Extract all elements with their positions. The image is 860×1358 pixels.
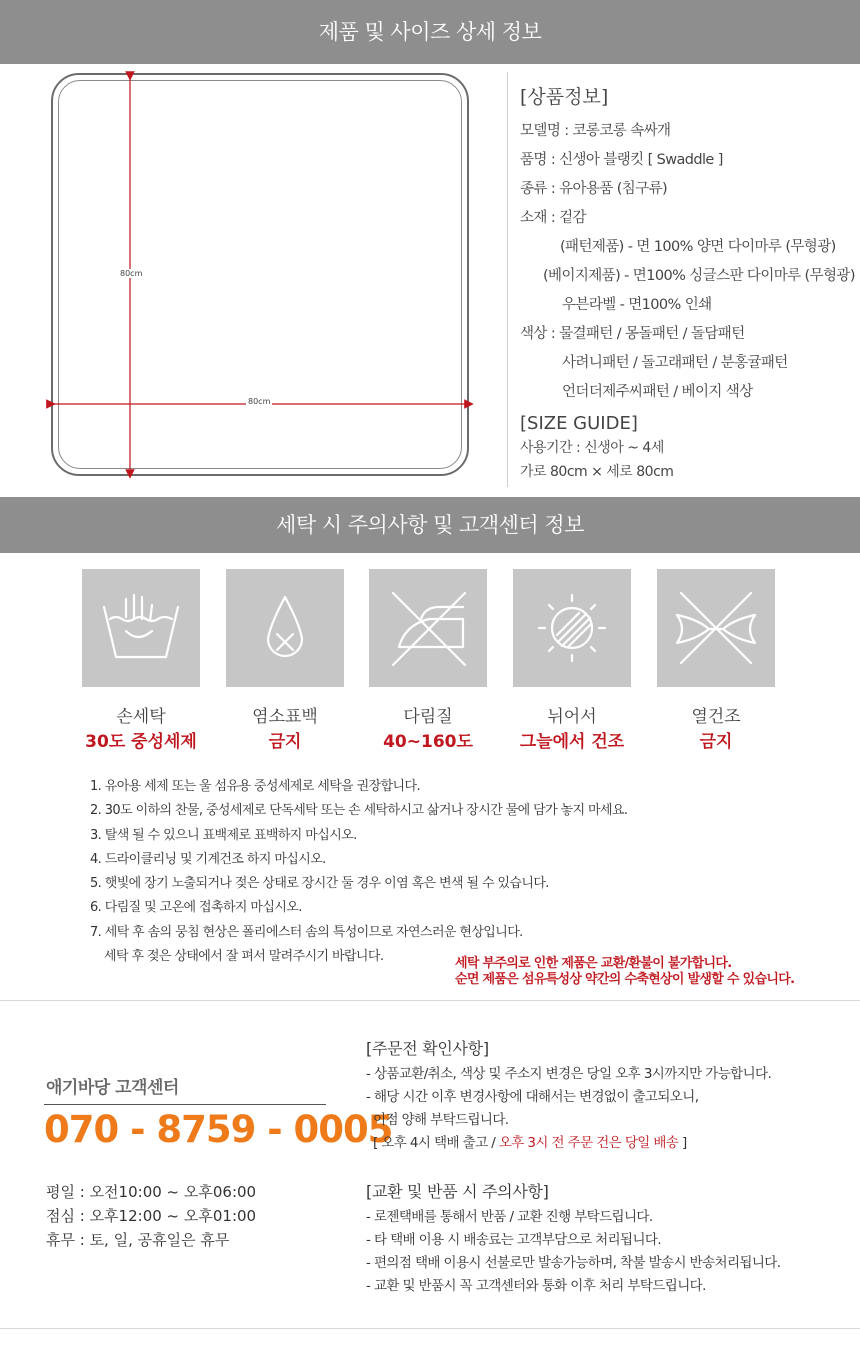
material-pattern: (패턴제품) - 면 100% 양면 다이마루 (무형광) [560,239,836,255]
colors-line-3: 언더더제주씨패턴 / 베이지 색상 [562,384,753,400]
return-note-item: - 타 택배 이용 시 배송료는 고객부담으로 처리됩니다. [366,1232,662,1248]
care-label-bleach: 염소표백 [252,707,318,727]
customer-center-rule [44,1104,326,1105]
order-check-item: - 해당 시간 이후 변경사항에 대해서는 변경없이 출고되오니, [366,1089,699,1105]
note-item: 1. 유아용 세제 또는 울 섬유용 중성세제로 세탁을 권장합니다. [90,779,420,794]
height-dimension-label: 80cm [120,269,143,278]
no-tumble-dry-icon [657,569,775,687]
order-check-item: 이점 양해 부탁드립니다. [373,1112,509,1128]
size-guide-title: [SIZE GUIDE] [520,413,638,434]
material: 소재 : 겉감 [520,210,586,226]
warning-text [455,956,794,988]
hours-weekday: 평일 : 오전10:00 ~ 오후06:00 [46,1183,257,1201]
warning-line: 세탁 부주의로 인한 제품은 교환/환불이 불가합니다. [455,956,732,971]
shipping-note [366,1132,771,1155]
care-value-tumble-dry: 금지 [699,732,733,752]
note-item: 4. 드라이클리닝 및 기계건조 하지 마십시오. [90,851,326,867]
note-item: 2. 30도 이하의 찬물, 중성세제로 단독세탁 또는 손 세탁하시고 삶거나 장시간 물에 담가 놓지 마세요. [90,803,628,819]
product-size-section-header: 제품 및 사이즈 상세 정보 [0,0,860,64]
care-label-tumble-dry: 열건조 [691,707,741,727]
no-bleach-icon [226,569,344,687]
product-type: 종류 : 유아용품 (침구류) [520,181,668,197]
return-note-item: - 편의점 택배 이용시 선불로만 발송가능하며, 착불 발송시 반송처리됩니다. [366,1255,781,1271]
colors-line-2: 사려니패턴 / 돌고래패턴 / 분홍귤패턴 [562,355,788,371]
care-section-header: 세탁 시 주의사항 및 고객센터 정보 [0,497,860,553]
customer-center-phone[interactable]: 070 - 8759 - 0005 [44,1108,393,1151]
note-item: 7. 세탁 후 솜의 뭉침 현상은 폴리에스터 솜의 특성이므로 자연스러운 현상입니다. [90,924,523,940]
dimensions: 가로 80cm × 세로 80cm [520,464,674,480]
note-item: 6. 다림질 및 고온에 접촉하지 마십시오. [90,900,302,916]
size-guide [520,413,673,484]
material-label: 우븐라벨 - 면100% 인쇄 [562,297,712,313]
section-divider [0,1000,860,1001]
shipping-note-prefix: [ 오후 4시 택배 출고 / [373,1135,499,1151]
shipping-note-highlight: 오후 3시 전 주문 건은 당일 배송 [498,1135,679,1151]
dimension-arrows [45,70,475,480]
note-item: 5. 햇빛에 장기 노출되거나 젖은 상태로 장시간 둘 경우 이염 혹은 변색 될 수 있습니다. [90,876,549,892]
care-value-iron: 40~160도 [383,732,473,752]
care-label-hand-wash: 손세탁 [116,707,166,727]
hand-wash-icon [82,569,200,687]
order-check [366,1035,771,1155]
shipping-note-suffix: ] [678,1135,687,1151]
product-info-title: [상품정보] [520,86,609,108]
warning-line: 순면 제품은 섬유특성상 약간의 수축현상이 발생할 수 있습니다. [455,972,795,987]
note-item: 3. 탈색 될 수 있으니 표백제로 표백하지 마십시오. [90,827,357,843]
colors: 색상 : 물결패턴 / 몽돌패턴 / 돌담패턴 [520,326,745,342]
material-beige: (베이지제품) - 면100% 싱글스판 다이마루 (무형광) [543,268,855,284]
customer-center-title: 애기바당 고객센터 [46,1078,179,1098]
return-notes-title: [교환 및 반품 시 주의사항] [366,1182,549,1201]
washing-notes [90,775,627,969]
product-info [520,82,855,407]
section-divider [0,1328,860,1329]
width-dimension-label: 80cm [248,397,271,406]
divider [507,72,508,487]
care-value-hand-wash: 30도 중성세제 [85,732,197,752]
iron-icon [369,569,487,687]
hours-lunch: 점심 : 오후12:00 ~ 오후01:00 [46,1207,257,1225]
care-label-iron: 다림질 [403,707,453,727]
product-name: 품명 : 신생아 블랭킷 [ Swaddle ] [520,152,723,168]
model-name: 모델명 : 코롱코롱 속싸개 [520,123,671,139]
return-note-item: - 로젠택배를 통해서 반품 / 교환 진행 부탁드립니다. [366,1209,653,1225]
usage-period: 사용기간 : 신생아 ~ 4세 [520,440,664,456]
note-item: 세탁 후 젖은 상태에서 잘 펴서 말려주시기 바랍니다. [104,949,384,965]
shade-dry-icon [513,569,631,687]
order-check-item: - 상품교환/취소, 색상 및 주소지 변경은 당일 오후 3시까지만 가능합니다. [366,1066,772,1082]
order-check-title: [주문전 확인사항] [366,1039,489,1058]
return-notes [366,1178,780,1298]
care-value-bleach: 금지 [268,732,302,752]
care-label-dry-flat: 뉘어서 [547,707,597,727]
care-value-dry-flat: 그늘에서 건조 [519,732,625,752]
return-note-item: - 교환 및 반품시 꼭 고객센터와 통화 이후 처리 부탁드립니다. [366,1278,706,1294]
business-hours [46,1180,256,1252]
hours-closed: 휴무 : 토, 일, 공휴일은 휴무 [46,1231,230,1249]
